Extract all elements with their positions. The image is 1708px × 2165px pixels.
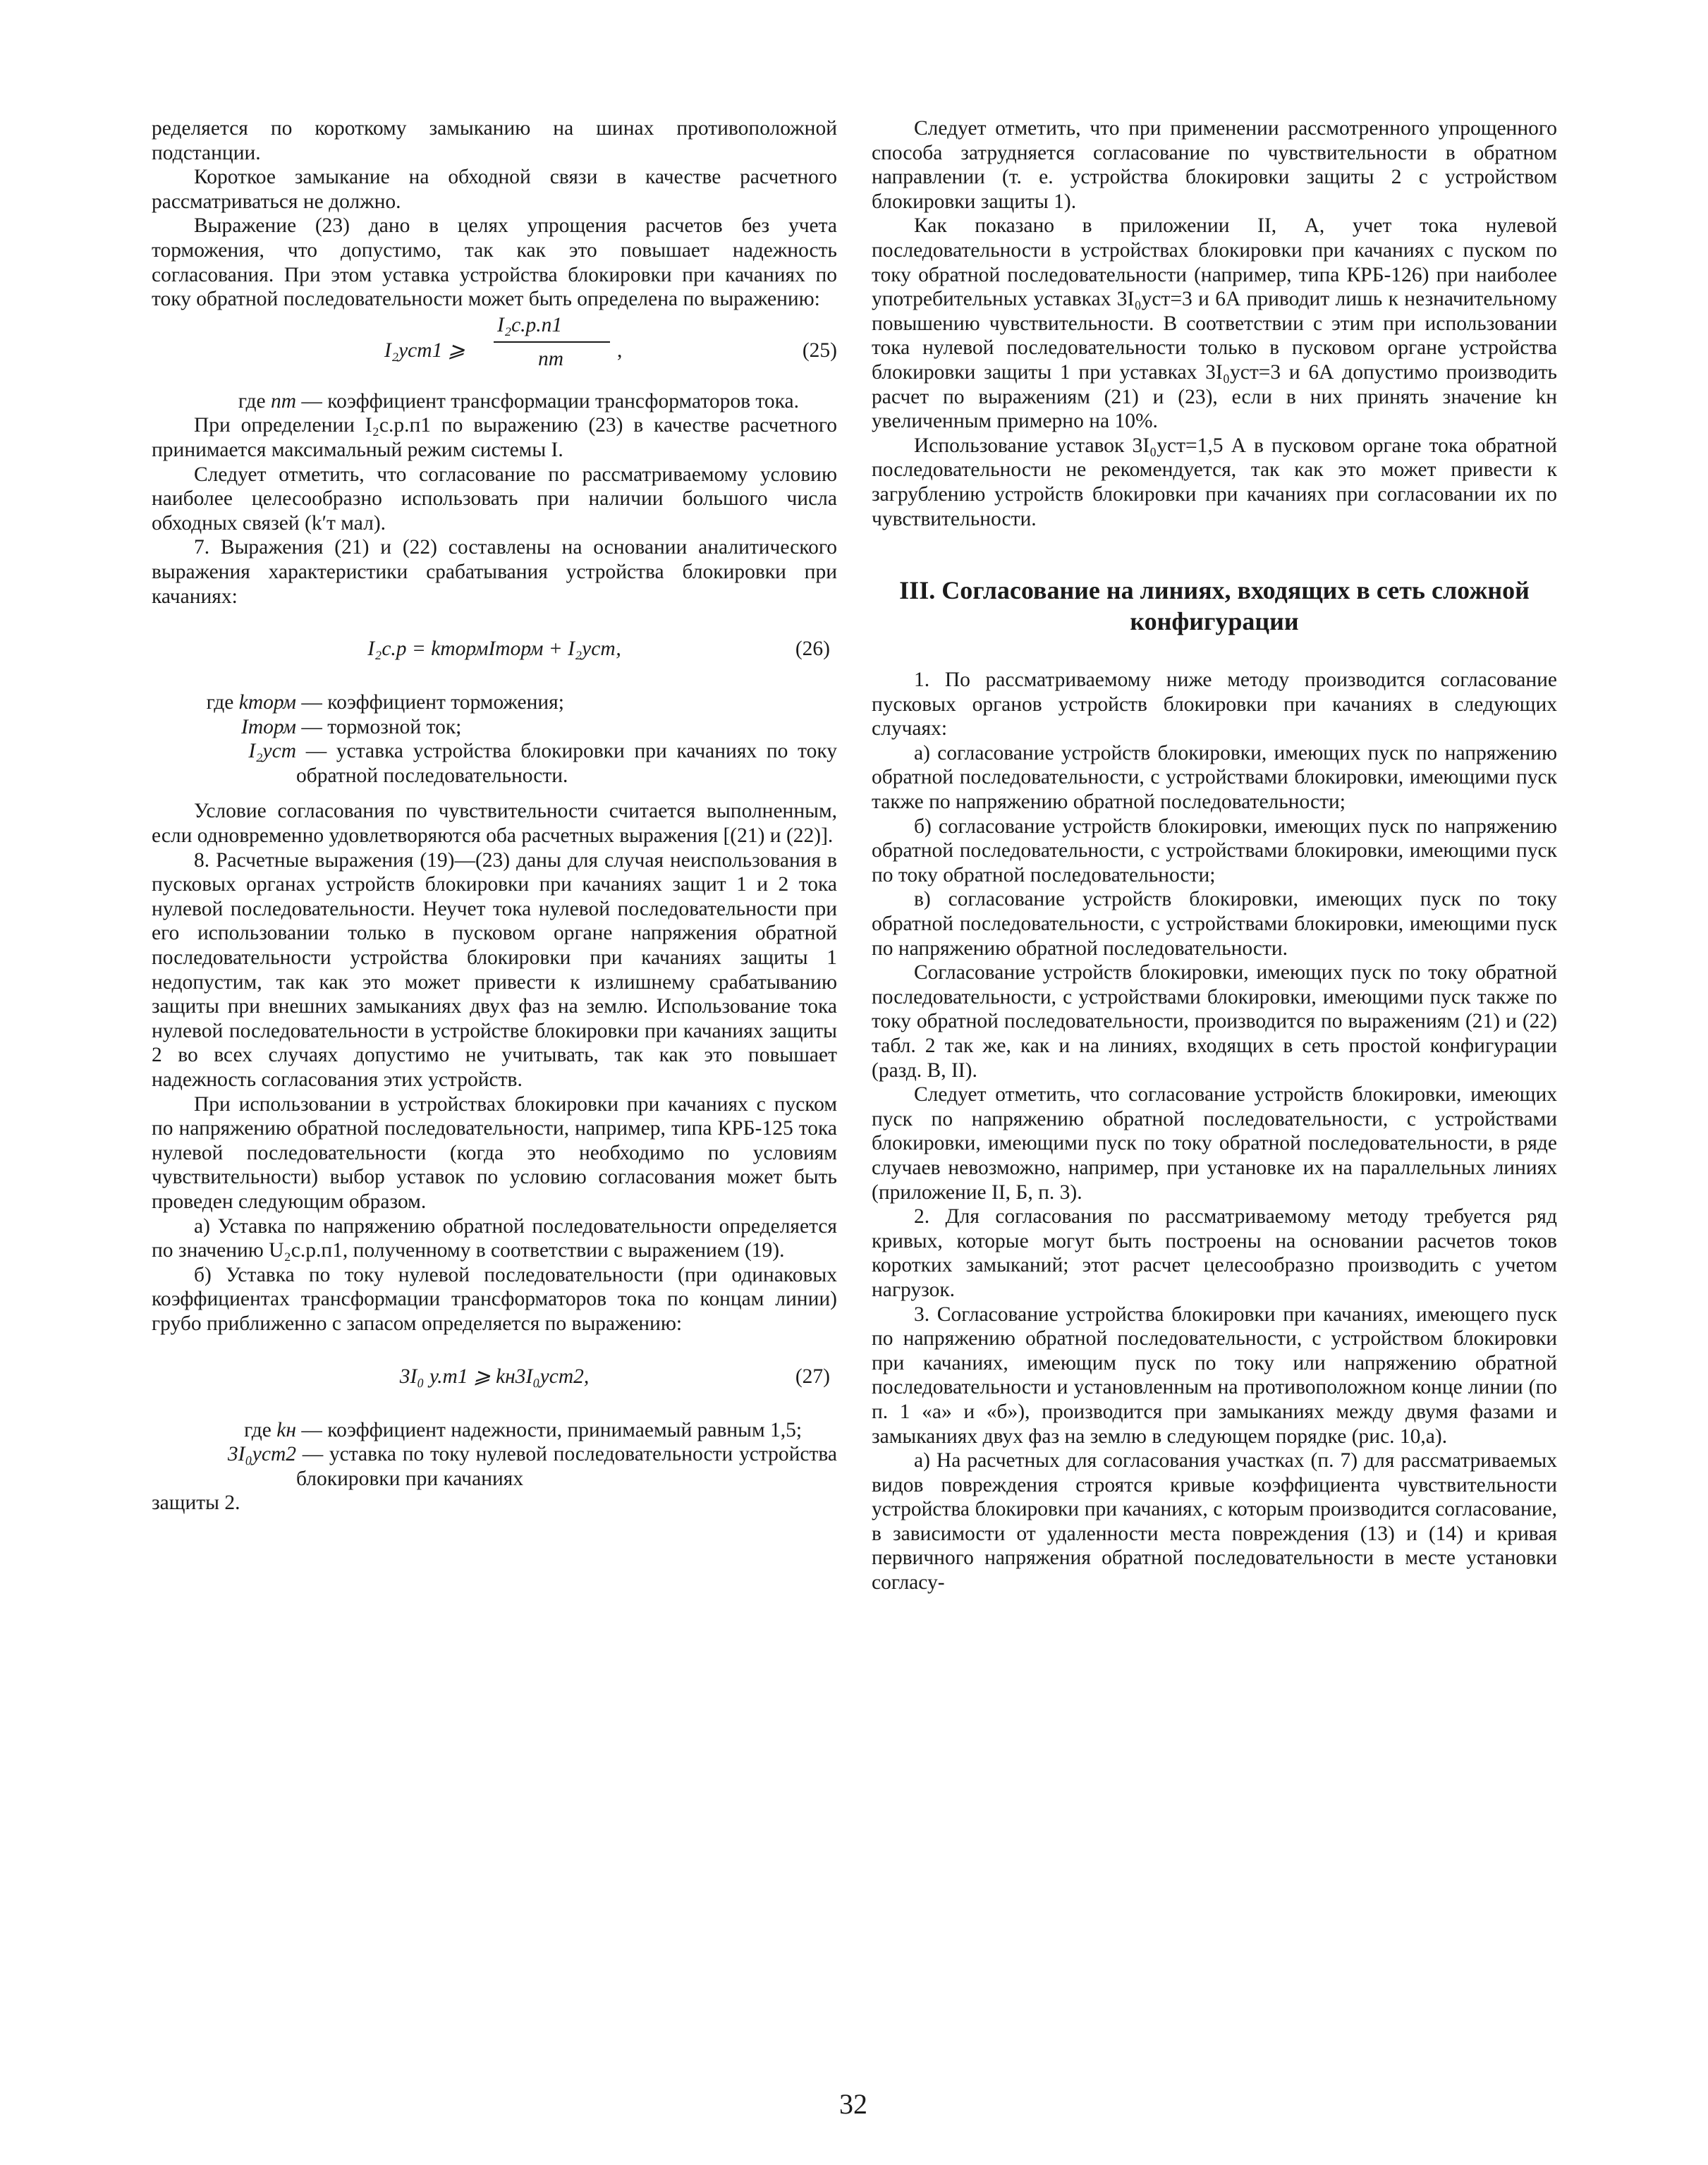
paragraph: Следует отметить, что согласование по рассматриваемому условию наиболее целесообразно использовать при наличии большого числа обходных связей (k′т мал). bbox=[152, 463, 837, 535]
right-column bbox=[872, 116, 1557, 1595]
definition-text: — коэффициент трансформации трансформаторов тока. bbox=[296, 389, 800, 413]
page-number: 32 bbox=[839, 2088, 867, 2120]
definition-text: — тормозной ток; bbox=[296, 715, 462, 738]
paragraph: б) Уставка по току нулевой последовательности (при одинаковых коэффициентах трансформации трансформаторов тока по концам линии) грубо приближенно с запасом определяется по выражению: bbox=[152, 1263, 837, 1335]
paragraph: Условие согласования по чувствительности считается выполненным, если одновременно удовлетворяются оба расчетных выражения [(21) и (22)]. bbox=[152, 800, 837, 848]
where-lead: где bbox=[244, 1418, 272, 1441]
definition-item bbox=[152, 1418, 837, 1443]
paragraph: Использование уставок 3I₀уст=1,5 А в пусковом органе тока обратной последовательности не рекомендуется, так как это может привести к загрублению устройств блокировки при качаниях при согласовании их по чувствительности. bbox=[872, 434, 1557, 530]
definition-item bbox=[152, 690, 837, 715]
equation-lhs: I₂уст1 ⩾ bbox=[384, 339, 465, 362]
definition-text: — уставка по току нулевой последовательности устройства блокировки при качаниях bbox=[296, 1443, 837, 1490]
paragraph: 2. Для согласования по рассматриваемому методу требуется ряд кривых, которые могут быть построены на основании расчетов токов коротких замыканий; этот расчет целесообразно производить с учетом нагрузок. bbox=[872, 1205, 1557, 1301]
definition-term: kторм bbox=[238, 691, 296, 714]
paragraph: Как показано в приложении II, А, учет тока нулевой последовательности в устройствах блокировки при качаниях с пуском по току обратной последовательности (например, типа КРБ-126) при наиболее употребительных уставках 3I₀уст=3 и 6А приводит лишь к незначительному повышению чувствительности. В соответствии с этим при использовании тока нулевой последовательности только в пусковом органе устройства блокировки защиты 1 при уставках 3I₀уст=3 и 6А допустимо производить расчет по выражениям (21) и (23), если в них принять значение kн увеличенным примерно на 10%. bbox=[872, 214, 1557, 433]
definition-term: nт bbox=[270, 389, 296, 413]
definition-term: Iторм bbox=[241, 715, 296, 738]
paragraph: в) согласование устройств блокировки, имеющих пуск по току обратной последовательности, с устройствами блокировки, имеющими пуск по напряжению обратной последовательности. bbox=[872, 888, 1557, 960]
equation-denominator: nт bbox=[538, 347, 564, 370]
definition-item bbox=[152, 715, 837, 740]
paragraph: б) согласование устройств блокировки, имеющих пуск по напряжению обратной последовательности, с устройствами блокировки, имеющими пуск по току обратной последовательности; bbox=[872, 815, 1557, 886]
equation-25 bbox=[152, 312, 837, 389]
paragraph: а) На расчетных для согласования участках (п. 7) для рассматриваемых видов повреждения строятся кривые коэффициента чувствительности устройства блокировки при качаниях, с которым производится согласование, в зависимости от удаленности места повреждения (13) и (14) и кривая первичного напряжения обратной последовательности в месте установки согласу- bbox=[872, 1449, 1557, 1594]
equation-27 bbox=[152, 1356, 837, 1398]
definition-item bbox=[152, 1442, 837, 1491]
where-lead: где bbox=[206, 691, 234, 714]
definition-term: I₂уст bbox=[248, 740, 296, 763]
equation-number: (26) bbox=[795, 638, 830, 661]
paragraph: При использовании в устройствах блокировки при качаниях с пуском по напряжению обратной последовательности, например, типа КРБ-125 тока нулевой последовательности (когда это необходимо по условиям чувствительности) выбор уставок по условию согласования может быть проведен следующим образом. bbox=[152, 1092, 837, 1213]
section-heading: III. Согласование на линиях, входящих в сеть сложной конфигурации bbox=[899, 576, 1530, 636]
paragraph: Согласование устройств блокировки, имеющих пуск по току обратной последовательности, с устройствами блокировки, имеющими пуск также по току обратной последовательности, производится по выражениям (21) и (22) табл. 2 так же, как и на линиях, входящих в сеть простой конфигурации (разд. В, II). bbox=[872, 961, 1557, 1082]
equation-number: (25) bbox=[802, 339, 837, 362]
paragraph: При определении I₂с.р.п1 по выражению (23) в качестве расчетного принимается максимальный режим системы I. bbox=[152, 414, 837, 461]
where-lead: где bbox=[238, 389, 266, 413]
paragraph: а) согласование устройств блокировки, имеющих пуск по напряжению обратной последовательности, с устройствами блокировки, имеющими пуск также по напряжению обратной последовательности; bbox=[872, 741, 1557, 814]
paragraph: 7. Выражения (21) и (22) составлены на основании аналитического выражения характеристики срабатывания устройства блокировки при качаниях: bbox=[152, 536, 837, 608]
paragraph: ределяется по короткому замыканию на шинах противоположной подстанции. bbox=[152, 117, 837, 164]
definition-item bbox=[152, 739, 837, 788]
equation-numerator: I₂с.р.п1 bbox=[497, 313, 563, 336]
definition-term: kн bbox=[276, 1418, 296, 1441]
paragraph: 1. По рассматриваемому ниже методу производится согласование пусковых органов устройств блокировки при качаниях в следующих случаях: bbox=[872, 669, 1557, 740]
definition-text: — уставка устройства блокировки при качаниях по току обратной последовательности. bbox=[296, 740, 837, 787]
paragraph: а) Уставка по напряжению обратной последовательности определяется по значению U₂с.р.п1, полученному в соответствии с выражением (19). bbox=[152, 1214, 837, 1262]
equation-26 bbox=[152, 628, 837, 671]
definition-text: — коэффициент торможения; bbox=[296, 691, 564, 714]
paragraph: Короткое замыкание на обходной связи в качестве расчетного рассматриваться не должно. bbox=[152, 166, 837, 213]
paragraph-tail: защиты 2. bbox=[152, 1492, 240, 1515]
paragraph: Следует отметить, что согласование устройств блокировки, имеющих пуск по напряжению обратной последовательности, с устройствами блокировки, имеющими пуск по току обратной последовательности, в ряде случаев невозможно, например, при установке их на параллельных линиях (приложение II, Б, п. 3). bbox=[872, 1083, 1557, 1204]
paragraph: Следует отметить, что при применении рассмотренного упрощенного способа затрудняется согласование по чувствительности в обратном направлении (т. е. устройства блокировки защиты 2 с устройством блокировки защиты 1). bbox=[872, 117, 1557, 213]
definition-term: 3I₀уст2 bbox=[227, 1443, 296, 1466]
paragraph: Выражение (23) дано в целях упрощения расчетов без учета торможения, что допустимо, так как это повышает надежность согласования. При этом уставка устройства блокировки при качаниях по току обратной последовательности может быть определена по выражению: bbox=[152, 214, 837, 311]
fraction-bar bbox=[494, 341, 610, 343]
equation-formula: 3I₀ у.т1 ⩾ kн3I₀уст2, bbox=[399, 1365, 590, 1388]
definition-text: — коэффициент надежности, принимаемый равным 1,5; bbox=[296, 1418, 803, 1441]
left-column bbox=[152, 116, 837, 1516]
equation-tail: , bbox=[617, 339, 623, 362]
equation-formula: I₂с.р = kтормIторм + I₂уст, bbox=[367, 638, 621, 661]
equation-number: (27) bbox=[795, 1365, 830, 1388]
paragraph: 8. Расчетные выражения (19)—(23) даны для случая неиспользования в пусковых органах устройств блокировки при качаниях защит 1 и 2 тока нулевой последовательности. Неучет тока нулевой последовательности при его использовании только в пусковом органе напряжения обратной последовательности устройства блокировки при качаниях защиты 1 недопустим, так как это может привести к излишнему срабатыванию защиты при внешних замыканиях двух фаз на землю. Использование тока нулевой последовательности в устройстве блокировки при качаниях защиты 2 во всех случаях допустимо не учитывать, так как это повышает надежность согласования этих устройств. bbox=[152, 848, 837, 1091]
paragraph: 3. Согласование устройства блокировки при качаниях, имеющего пуск по напряжению обратной последовательности, с устройством блокировки при качаниях, имеющим пуск по току или напряжению обратной последовательности и установленным на противоположном конце линии (по п. 1 «а» и «б»), производится при замыканиях между двумя фазами и замыканиях двух фаз на землю в следующем порядке (рис. 10,а). bbox=[872, 1303, 1557, 1448]
definition-item bbox=[152, 389, 837, 414]
